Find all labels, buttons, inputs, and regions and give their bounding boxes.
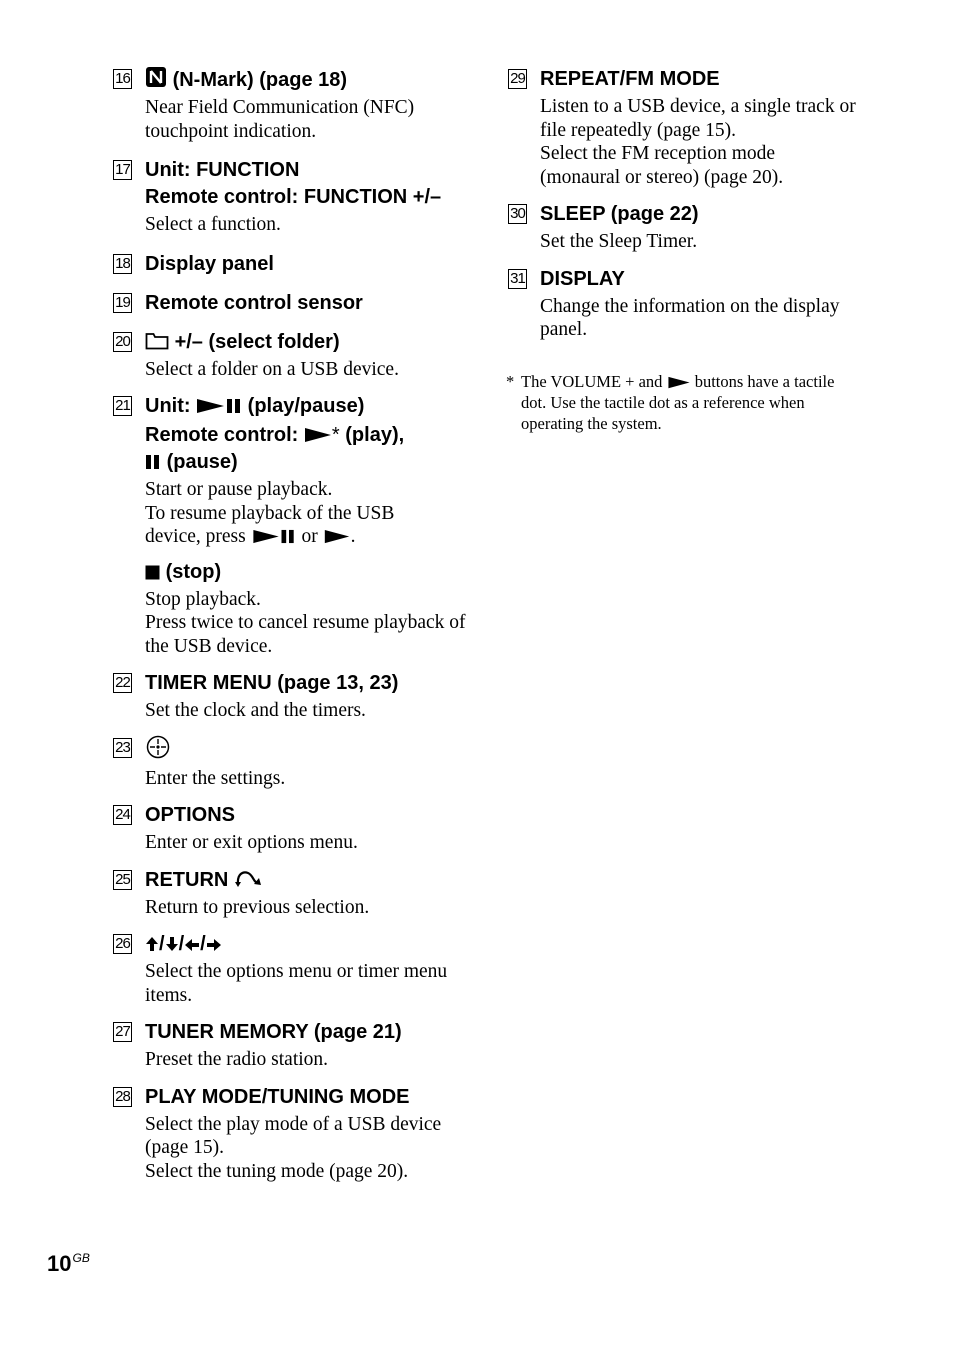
item-25-title: RETURN	[145, 868, 229, 891]
item-26-desc: Select the options menu or timer menu items.	[145, 961, 448, 1006]
footnote-text-b: buttons have a tactile dot. Use the tactile dot as a reference when operating the system.	[521, 372, 835, 433]
page-number-suffix: GB	[72, 1251, 90, 1265]
item-20-desc: Select a folder on a USB device.	[145, 358, 399, 380]
item-28	[113, 1084, 473, 1184]
item-number: 30	[508, 204, 527, 224]
item-22	[113, 670, 473, 723]
footnote-star: *	[506, 372, 515, 391]
item-22-title: TIMER MENU (page 13, 23)	[145, 672, 399, 694]
item-29	[508, 66, 860, 189]
item-28-desc-2: Select the tuning mode (page 20).	[145, 1160, 409, 1182]
item-21-desc-1: Start or pause playback.	[145, 479, 333, 500]
return-icon	[234, 868, 264, 888]
stop-icon	[145, 565, 160, 580]
item-21-desc-3a: device, press	[145, 526, 246, 547]
item-26	[113, 931, 473, 1007]
item-18-title: Display panel	[145, 252, 274, 275]
page-number	[47, 1251, 90, 1277]
left-column	[113, 66, 473, 1183]
item-27	[113, 1019, 473, 1072]
item-number: 25	[113, 870, 132, 890]
item-number: 22	[113, 673, 132, 693]
item-21-remote-desc: (play),	[345, 424, 405, 446]
item-number: 28	[113, 1087, 132, 1107]
arrow-left-icon	[184, 938, 200, 952]
item-16-title: (N-Mark) (page 18)	[172, 69, 348, 91]
item-29-title: REPEAT/FM MODE	[540, 68, 720, 90]
item-21-remote-label: Remote control:	[145, 424, 299, 446]
item-number: 17	[113, 160, 132, 180]
item-16-desc: Near Field Communication (NFC) touchpoint indication.	[145, 97, 415, 142]
item-24	[113, 802, 473, 855]
item-21-desc-3c: .	[350, 526, 356, 547]
item-29-desc-1: Listen to a USB device, a single track or file repeatedly (page 15).	[540, 96, 856, 141]
footnote-text-a: The VOLUME + and	[521, 372, 663, 391]
item-30-title: SLEEP (page 22)	[540, 203, 699, 225]
item-21-desc-2: To resume playback of the USB	[145, 502, 395, 524]
item-23-desc: Enter the settings.	[145, 767, 286, 789]
item-21-stop-desc-2: Press twice to cancel resume playback of the USB device.	[145, 612, 466, 657]
pause-icon	[145, 454, 161, 470]
item-21-desc-3b: or	[301, 526, 318, 547]
item-17-desc: Select a function.	[145, 214, 281, 235]
item-number: 27	[113, 1022, 132, 1042]
item-29-desc-2: Select the FM reception mode (monaural or stereo) (page 20).	[540, 143, 784, 188]
item-number: 20	[113, 332, 132, 352]
item-28-desc-1: Select the play mode of a USB device (page 15).	[145, 1113, 442, 1158]
item-21-stop-desc-1: Stop playback.	[145, 588, 261, 610]
item-31	[508, 266, 860, 342]
enter-icon	[145, 735, 171, 759]
item-number: 21	[113, 396, 132, 416]
item-16	[113, 66, 473, 143]
play-icon	[304, 427, 332, 443]
page-number-value: 10	[47, 1251, 72, 1276]
item-number: 23	[113, 738, 132, 758]
item-21-pause-desc: (pause)	[166, 451, 238, 473]
item-19-title: Remote control sensor	[145, 291, 363, 314]
item-number: 26	[113, 934, 132, 954]
item-30-desc: Set the Sleep Timer.	[540, 231, 698, 252]
item-24-title: OPTIONS	[145, 804, 236, 826]
play-icon	[323, 529, 351, 544]
arrow-separator: /	[178, 933, 185, 955]
item-number: 24	[113, 805, 132, 825]
arrow-down-icon	[165, 936, 179, 952]
item-21-unit-desc: (play/pause)	[247, 395, 365, 417]
play-icon	[667, 376, 691, 389]
arrow-separator: /	[200, 933, 206, 955]
item-23	[113, 735, 473, 791]
item-27-desc: Preset the radio station.	[145, 1049, 329, 1070]
folder-icon	[145, 332, 169, 350]
item-number: 16	[113, 69, 132, 89]
item-number: 18	[113, 254, 132, 274]
play-pause-icon	[196, 398, 242, 414]
item-31-title: DISPLAY	[540, 267, 625, 290]
item-20-title: +/– (select folder)	[174, 330, 340, 353]
item-number: 19	[113, 293, 132, 313]
item-25	[113, 867, 473, 920]
item-21-unit-label: Unit:	[145, 395, 191, 417]
footnote	[506, 371, 856, 434]
item-21-star: *	[331, 424, 340, 446]
item-21	[113, 393, 473, 658]
item-number: 29	[508, 69, 527, 89]
item-20	[113, 329, 473, 382]
arrow-up-icon	[145, 936, 159, 952]
item-31-desc: Change the information on the display panel.	[540, 295, 840, 340]
item-17	[113, 157, 473, 237]
item-27-title: TUNER MEMORY (page 21)	[145, 1021, 402, 1043]
item-30	[508, 201, 860, 254]
item-21-stop-title: (stop)	[165, 560, 222, 583]
item-18	[113, 251, 473, 278]
item-17-title-2: Remote control: FUNCTION +/–	[145, 186, 442, 208]
item-number: 31	[508, 269, 527, 289]
item-22-desc: Set the clock and the timers.	[145, 700, 366, 721]
item-28-title: PLAY MODE/TUNING MODE	[145, 1085, 410, 1108]
n-mark-icon	[145, 66, 167, 88]
arrow-right-icon	[206, 938, 222, 952]
play-pause-icon	[251, 529, 297, 544]
item-19	[113, 290, 473, 317]
arrow-separator: /	[159, 933, 165, 955]
item-24-desc: Enter or exit options menu.	[145, 832, 358, 853]
right-column	[508, 66, 860, 342]
item-25-desc: Return to previous selection.	[145, 896, 370, 918]
item-17-title-1: Unit: FUNCTION	[145, 159, 300, 181]
